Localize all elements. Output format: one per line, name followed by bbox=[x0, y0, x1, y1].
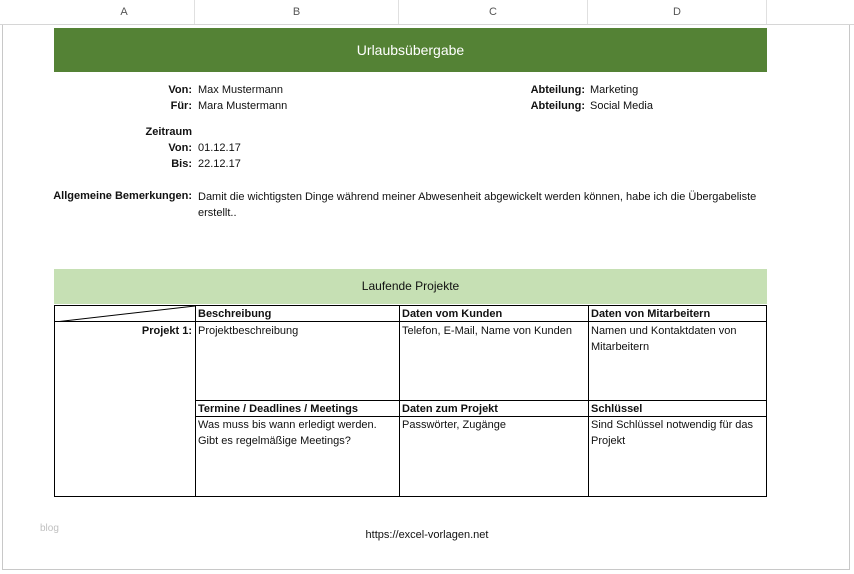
header-schluessel[interactable]: Schlüssel bbox=[591, 403, 643, 415]
watermark-text: blog bbox=[40, 523, 59, 534]
abteilung-value-1[interactable]: Marketing bbox=[590, 84, 639, 96]
grid-line-v3 bbox=[588, 306, 589, 496]
header-termine[interactable]: Termine / Deadlines / Meetings bbox=[198, 403, 358, 415]
projects-section-title[interactable]: Laufende Projekte bbox=[54, 269, 767, 304]
project-row-label[interactable]: Projekt 1: bbox=[141, 325, 192, 337]
header-beschreibung[interactable]: Beschreibung bbox=[198, 308, 272, 320]
footer-url[interactable]: https://excel-vorlagen.net bbox=[365, 529, 489, 541]
grid-line-v2 bbox=[399, 306, 400, 496]
column-header-a[interactable]: A bbox=[54, 0, 195, 24]
abteilung-label-1[interactable]: Abteilung: bbox=[530, 84, 585, 96]
value-daten-zum-projekt[interactable] bbox=[402, 417, 586, 433]
header-daten-vom-kunden[interactable]: Daten vom Kunden bbox=[402, 308, 503, 320]
value-termine-line-1: Was muss bis wann erledigt werden. bbox=[198, 419, 377, 431]
fuer-label[interactable]: Für: bbox=[170, 100, 192, 112]
zeitraum-von-label[interactable]: Von: bbox=[168, 142, 192, 154]
corner-diagonal bbox=[55, 306, 195, 322]
column-header-b[interactable]: B bbox=[195, 0, 399, 24]
fuer-value[interactable]: Mara Mustermann bbox=[198, 100, 288, 112]
value-schluessel-line-1: Sind Schlüssel notwendig für das bbox=[591, 419, 754, 431]
value-daten-von-mitarbeitern-line-1: Namen und Kontaktdaten von bbox=[591, 325, 737, 337]
column-header-row bbox=[0, 0, 854, 25]
abteilung-label-2[interactable]: Abteilung: bbox=[530, 100, 585, 112]
value-daten-vom-kunden-line-1: Telefon, E-Mail, Name von Kunden bbox=[402, 325, 572, 337]
projects-table bbox=[54, 305, 767, 497]
value-daten-vom-kunden[interactable] bbox=[402, 323, 586, 339]
von-value[interactable]: Max Mustermann bbox=[198, 84, 283, 96]
value-schluessel[interactable] bbox=[591, 417, 765, 449]
von-label[interactable]: Von: bbox=[168, 84, 192, 96]
column-header-d[interactable]: D bbox=[588, 0, 767, 24]
value-daten-von-mitarbeitern[interactable] bbox=[591, 323, 765, 355]
value-daten-zum-projekt-line-1: Passwörter, Zugänge bbox=[402, 419, 506, 431]
header-daten-zum-projekt[interactable]: Daten zum Projekt bbox=[402, 403, 498, 415]
zeitraum-von-value[interactable]: 01.12.17 bbox=[198, 142, 241, 154]
value-beschreibung-line-1: Projektbeschreibung bbox=[198, 325, 299, 337]
remarks-line-1: Damit die wichtigsten Dinge während meiner Abwesenheit abgewickelt werden können, habe ich die Übergabeliste bbox=[198, 191, 757, 203]
value-beschreibung[interactable] bbox=[198, 323, 396, 339]
value-schluessel-line-2: Projekt bbox=[591, 435, 626, 447]
remarks-label[interactable]: Allgemeine Bemerkungen: bbox=[53, 190, 192, 202]
abteilung-value-2[interactable]: Social Media bbox=[590, 100, 653, 112]
value-termine[interactable] bbox=[198, 417, 396, 449]
value-termine-line-2: Gibt es regelmäßige Meetings? bbox=[198, 435, 351, 447]
remarks-text[interactable] bbox=[198, 189, 768, 221]
zeitraum-bis-value[interactable]: 22.12.17 bbox=[198, 158, 241, 170]
value-daten-von-mitarbeitern-line-2: Mitarbeitern bbox=[591, 341, 650, 353]
grid-line-v1 bbox=[195, 306, 196, 496]
column-header-c[interactable]: C bbox=[399, 0, 588, 24]
remarks-line-2: erstellt.. bbox=[198, 207, 237, 219]
document-title[interactable]: Urlaubsübergabe bbox=[54, 28, 767, 72]
zeitraum-label[interactable]: Zeitraum bbox=[145, 126, 192, 138]
header-daten-von-mitarbeitern[interactable]: Daten von Mitarbeitern bbox=[591, 308, 711, 320]
zeitraum-bis-label[interactable]: Bis: bbox=[171, 158, 192, 170]
